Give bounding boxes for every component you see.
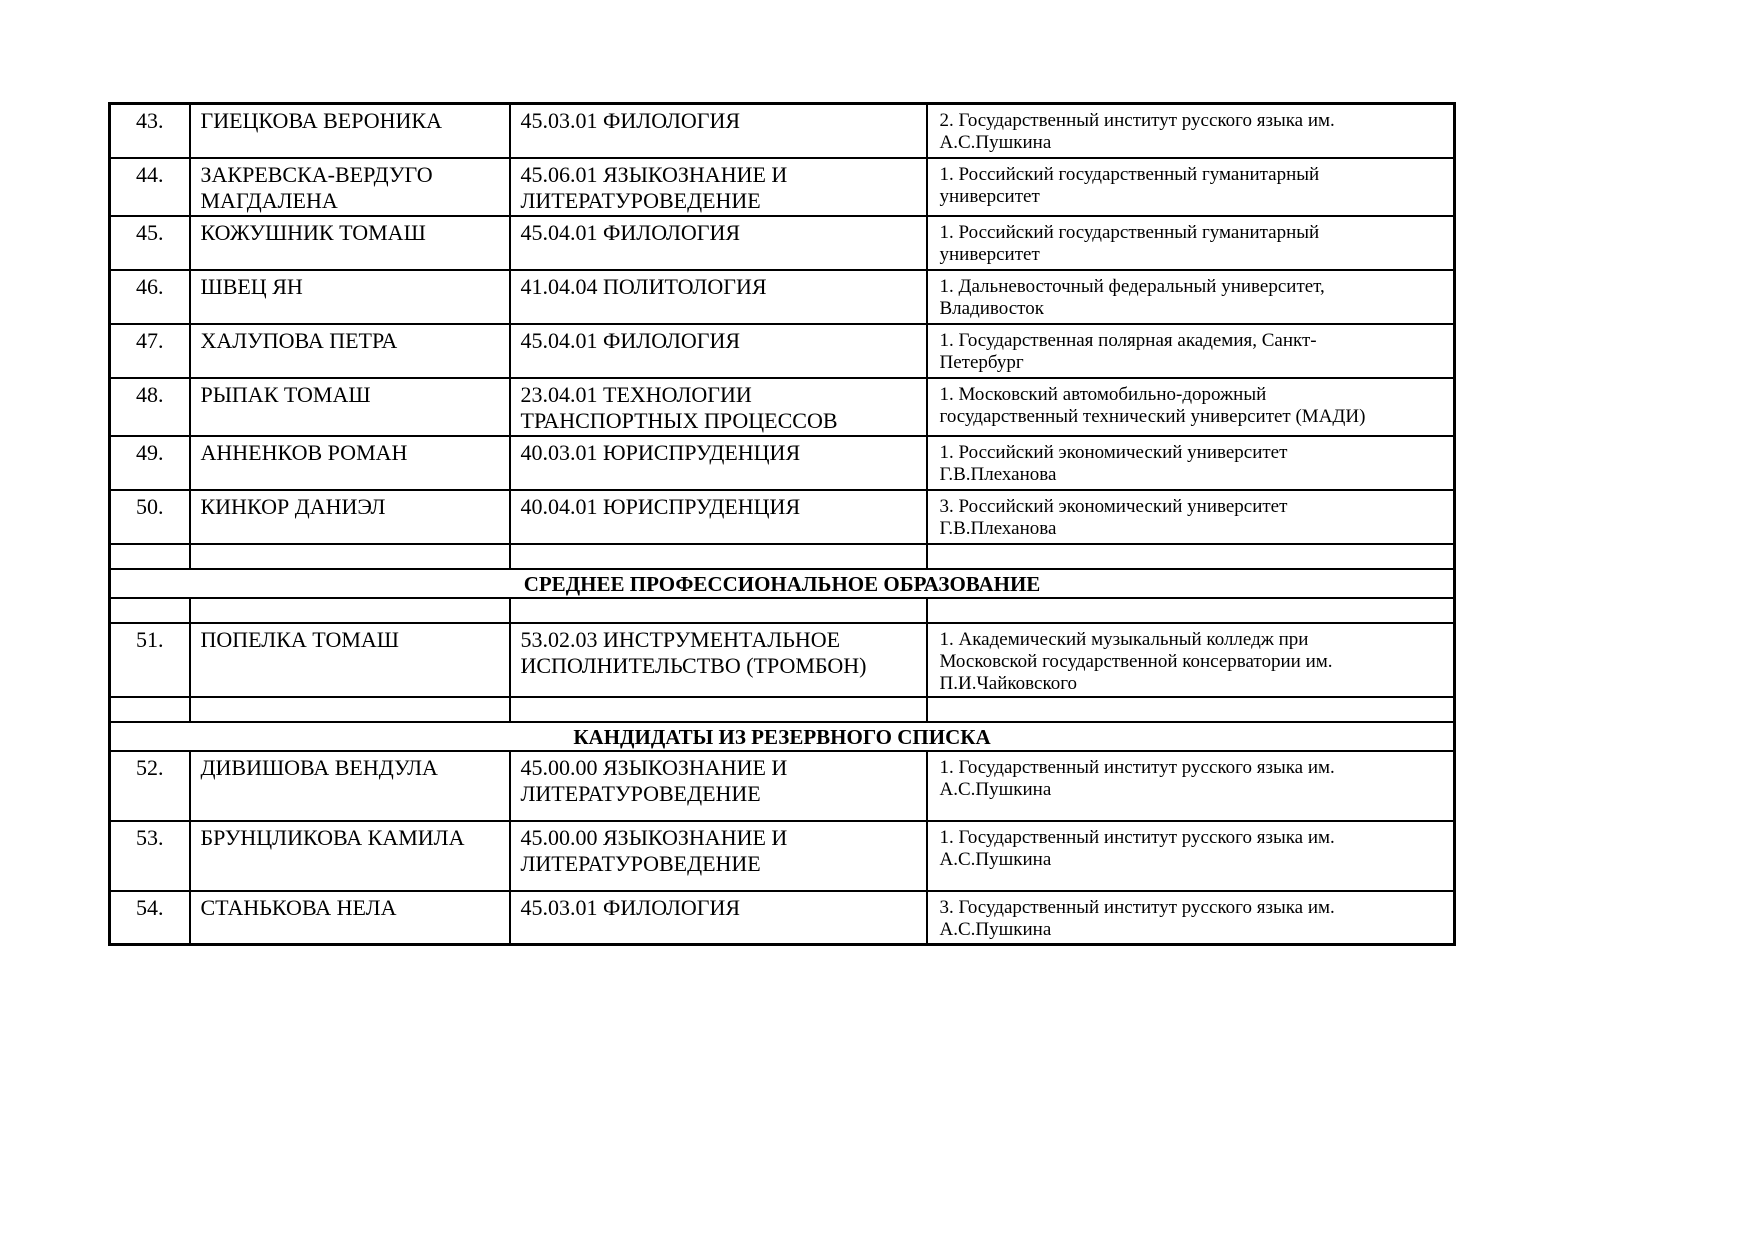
university-cell: 1. Российский экономический университет Г.В.Плеханова — [927, 436, 1455, 490]
section-title: КАНДИДАТЫ ИЗ РЕЗЕРВНОГО СПИСКА — [110, 722, 1455, 751]
row-number-cell: 51. — [110, 623, 190, 697]
empty-cell — [110, 697, 190, 722]
university-cell: 3. Государственный институт русского языка им. А.С.Пушкина — [927, 891, 1455, 945]
empty-cell — [110, 598, 190, 623]
candidate-name-cell: ПОПЕЛКА ТОМАШ — [190, 623, 510, 697]
empty-cell — [190, 544, 510, 569]
empty-cell — [927, 544, 1455, 569]
candidate-name-cell: ХАЛУПОВА ПЕТРА — [190, 324, 510, 378]
empty-cell — [927, 697, 1455, 722]
candidate-name-cell: СТАНЬКОВА НЕЛА — [190, 891, 510, 945]
row-number-cell: 46. — [110, 270, 190, 324]
spacer-row — [110, 697, 1455, 722]
university-cell: 1. Российский государственный гуманитарный университет — [927, 216, 1455, 270]
row-number-cell: 45. — [110, 216, 190, 270]
candidate-name-cell: КОЖУШНИК ТОМАШ — [190, 216, 510, 270]
row-number-cell: 50. — [110, 490, 190, 544]
section-title: СРЕДНЕЕ ПРОФЕССИОНАЛЬНОЕ ОБРАЗОВАНИЕ — [110, 569, 1455, 598]
empty-cell — [110, 544, 190, 569]
program-cell: 45.04.01 ФИЛОЛОГИЯ — [510, 216, 927, 270]
program-cell: 41.04.04 ПОЛИТОЛОГИЯ — [510, 270, 927, 324]
candidate-name-cell: КИНКОР ДАНИЭЛ — [190, 490, 510, 544]
candidate-name-cell: ЗАКРЕВСКА-ВЕРДУГО МАГДАЛЕНА — [190, 158, 510, 216]
program-cell: 45.06.01 ЯЗЫКОЗНАНИЕ И ЛИТЕРАТУРОВЕДЕНИЕ — [510, 158, 927, 216]
empty-cell — [510, 544, 927, 569]
empty-cell — [927, 598, 1455, 623]
empty-cell — [190, 598, 510, 623]
program-cell: 45.03.01 ФИЛОЛОГИЯ — [510, 104, 927, 158]
program-cell: 45.03.01 ФИЛОЛОГИЯ — [510, 891, 927, 945]
admission-table-body — [110, 104, 1455, 945]
row-number-cell: 48. — [110, 378, 190, 436]
candidate-name-cell: РЫПАК ТОМАШ — [190, 378, 510, 436]
spacer-row — [110, 544, 1455, 569]
university-cell: 1. Московский автомобильно-дорожный государственный технический университет (МАДИ) — [927, 378, 1455, 436]
row-number-cell: 43. — [110, 104, 190, 158]
program-cell: 23.04.01 ТЕХНОЛОГИИ ТРАНСПОРТНЫХ ПРОЦЕССОВ — [510, 378, 927, 436]
table-row — [110, 270, 1455, 324]
university-cell: 1. Государственный институт русского языка им. А.С.Пушкина — [927, 821, 1455, 891]
table-row — [110, 891, 1455, 945]
program-cell: 45.04.01 ФИЛОЛОГИЯ — [510, 324, 927, 378]
university-cell: 1. Дальневосточный федеральный университет, Владивосток — [927, 270, 1455, 324]
table-row — [110, 751, 1455, 821]
row-number-cell: 44. — [110, 158, 190, 216]
candidate-name-cell: БРУНЦЛИКОВА КАМИЛА — [190, 821, 510, 891]
university-cell: 3. Российский экономический университет Г.В.Плеханова — [927, 490, 1455, 544]
row-number-cell: 53. — [110, 821, 190, 891]
candidate-name-cell: ДИВИШОВА ВЕНДУЛА — [190, 751, 510, 821]
candidate-name-cell: ШВЕЦ ЯН — [190, 270, 510, 324]
candidate-name-cell: АННЕНКОВ РОМАН — [190, 436, 510, 490]
program-cell: 45.00.00 ЯЗЫКОЗНАНИЕ И ЛИТЕРАТУРОВЕДЕНИЕ — [510, 821, 927, 891]
table-row — [110, 158, 1455, 216]
row-number-cell: 47. — [110, 324, 190, 378]
table-row — [110, 490, 1455, 544]
candidate-name-cell: ГИЕЦКОВА ВЕРОНИКА — [190, 104, 510, 158]
row-number-cell: 54. — [110, 891, 190, 945]
university-cell: 1. Государственная полярная академия, Санкт-Петербург — [927, 324, 1455, 378]
spacer-row — [110, 598, 1455, 623]
program-cell: 40.03.01 ЮРИСПРУДЕНЦИЯ — [510, 436, 927, 490]
university-cell: 1. Государственный институт русского языка им. А.С.Пушкина — [927, 751, 1455, 821]
empty-cell — [510, 598, 927, 623]
program-cell: 45.00.00 ЯЗЫКОЗНАНИЕ И ЛИТЕРАТУРОВЕДЕНИЕ — [510, 751, 927, 821]
university-cell: 2. Государственный институт русского языка им. А.С.Пушкина — [927, 104, 1455, 158]
empty-cell — [190, 697, 510, 722]
university-cell: 1. Российский государственный гуманитарный университет — [927, 158, 1455, 216]
empty-cell — [510, 697, 927, 722]
row-number-cell: 49. — [110, 436, 190, 490]
table-row — [110, 216, 1455, 270]
program-cell: 53.02.03 ИНСТРУМЕНТАЛЬНОЕ ИСПОЛНИТЕЛЬСТВО (ТРОМБОН) — [510, 623, 927, 697]
table-row — [110, 378, 1455, 436]
table-row — [110, 104, 1455, 158]
program-cell: 40.04.01 ЮРИСПРУДЕНЦИЯ — [510, 490, 927, 544]
admission-table — [108, 102, 1456, 946]
table-row — [110, 623, 1455, 697]
row-number-cell: 52. — [110, 751, 190, 821]
section-header-row — [110, 722, 1455, 751]
table-row — [110, 324, 1455, 378]
section-header-row — [110, 569, 1455, 598]
table-row — [110, 821, 1455, 891]
university-cell: 1. Академический музыкальный колледж при Московской государственной консерватории им. П.И.Чайковского — [927, 623, 1455, 697]
table-row — [110, 436, 1455, 490]
